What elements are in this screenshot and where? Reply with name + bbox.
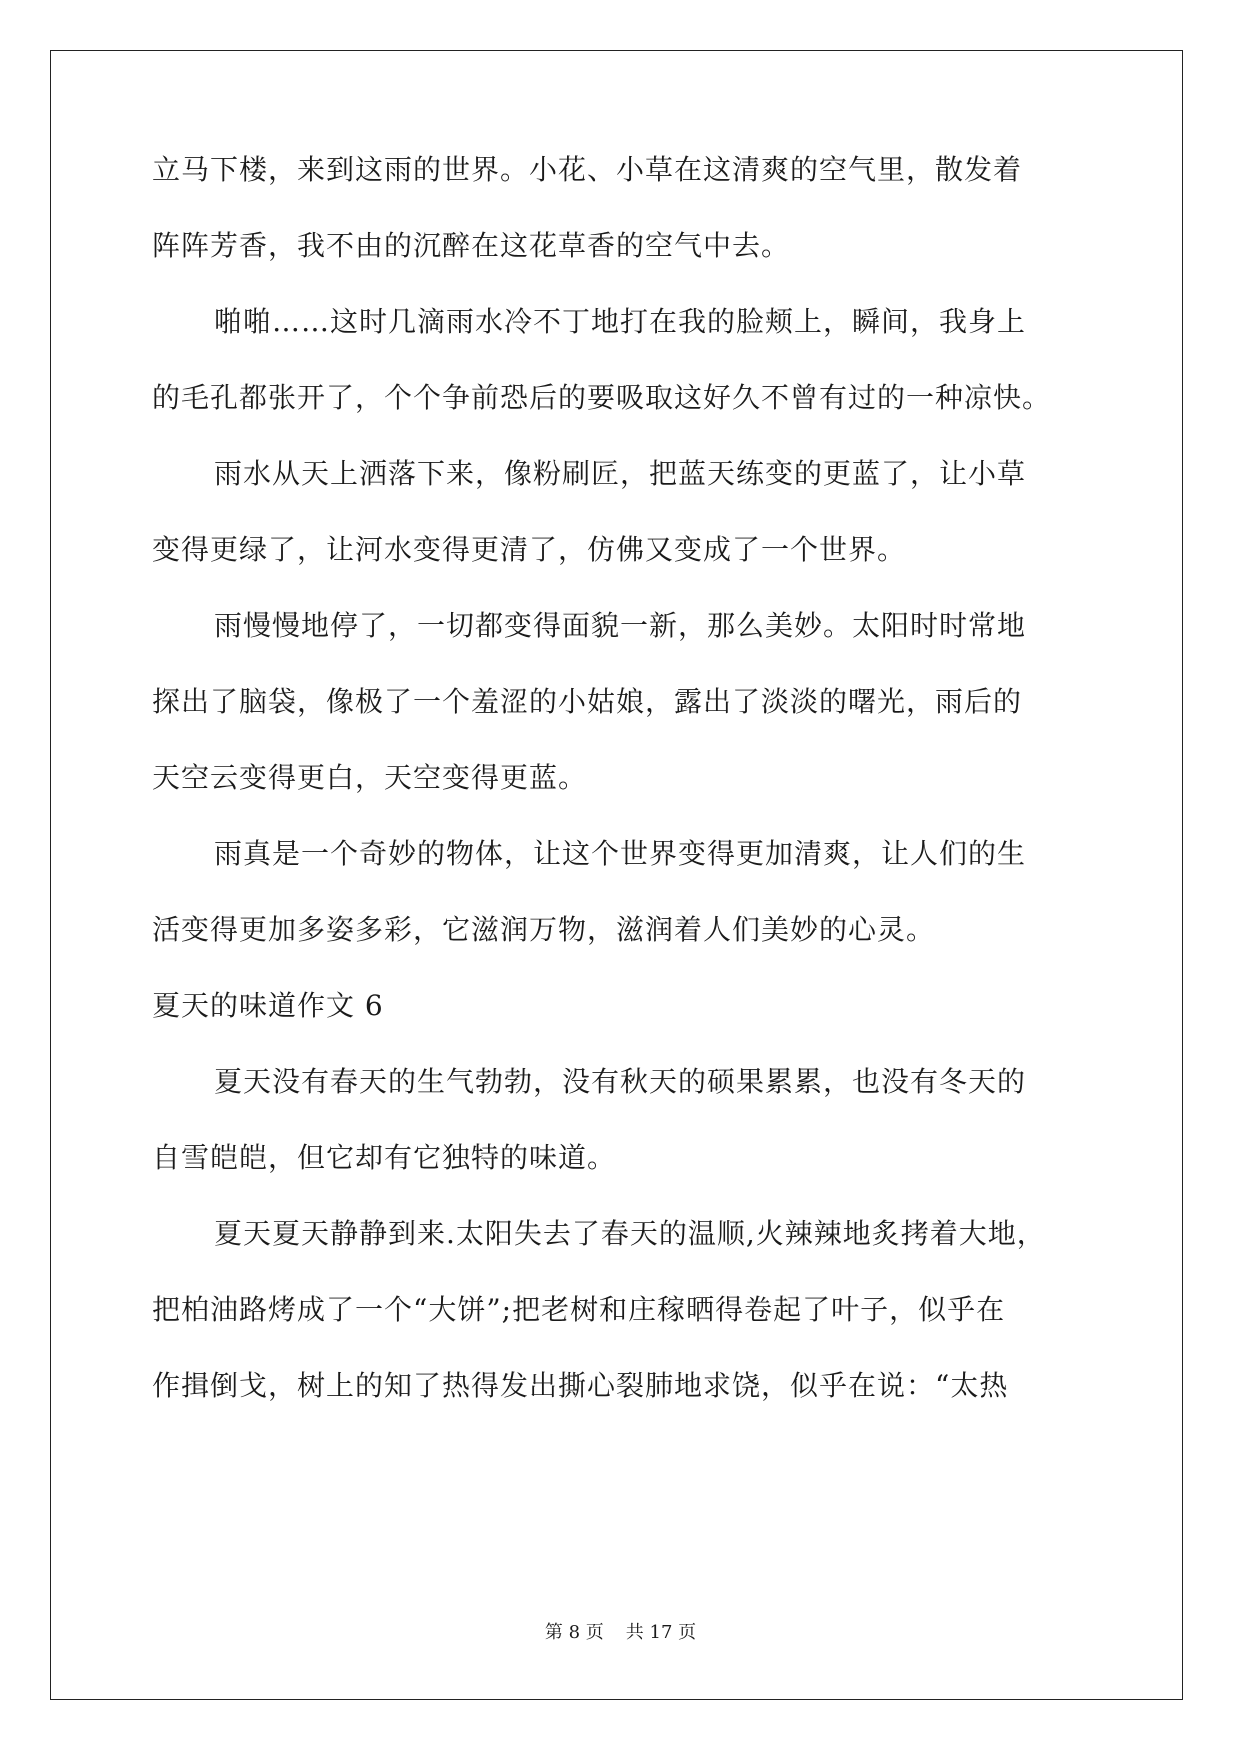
text-line: 的毛孔都张开了，个个争前恐后的要吸取这好久不曾有过的一种凉快。 (152, 381, 1052, 414)
section-heading: 夏天的味道作文 6 (152, 989, 384, 1022)
text-line: 把柏油路烤成了一个“大饼”;把老树和庄稼晒得卷起了叶子，似乎在 (152, 1293, 1006, 1326)
text-line: 雨水从天上洒落下来，像粉刷匠，把蓝天练变的更蓝了，让小草 (214, 457, 1027, 490)
text-line: 夏天夏天静静到来.太阳失去了春天的温顺,火辣辣地炙拷着大地， (214, 1217, 1046, 1250)
text-line: 雨慢慢地停了，一切都变得面貌一新，那么美妙。太阳时时常地 (214, 609, 1027, 642)
text-line: 自雪皑皑，但它却有它独特的味道。 (152, 1141, 617, 1174)
text-line: 变得更绿了，让河水变得更清了，仿佛又变成了一个世界。 (152, 533, 907, 566)
text-line: 探出了脑袋，像极了一个羞涩的小姑娘，露出了淡淡的曙光，雨后的 (152, 685, 1023, 718)
text-line: 作揖倒戈，树上的知了热得发出撕心裂肺地求饶，似乎在说：“太热 (152, 1369, 1009, 1402)
text-line: 雨真是一个奇妙的物体，让这个世界变得更加清爽，让人们的生 (214, 837, 1027, 870)
text-line: 啪啪……这时几滴雨水冷不丁地打在我的脸颊上，瞬间，我身上 (214, 305, 1027, 338)
page-footer (0, 1621, 1241, 1645)
text-line: 夏天没有春天的生气勃勃，没有秋天的硕果累累，也没有冬天的 (214, 1065, 1027, 1098)
text-line: 活变得更加多姿多彩，它滋润万物，滋润着人们美妙的心灵。 (152, 913, 936, 946)
text-line: 阵阵芳香，我不由的沉醉在这花草香的空气中去。 (152, 229, 791, 262)
text-line: 立马下楼，来到这雨的世界。小花、小草在这清爽的空气里，散发着 (152, 153, 1023, 186)
page-number: 第 8 页 (544, 1622, 604, 1643)
text-line: 天空云变得更白，天空变得更蓝。 (152, 761, 588, 794)
page-border (50, 50, 1183, 1700)
page-total: 共 17 页 (625, 1622, 697, 1643)
